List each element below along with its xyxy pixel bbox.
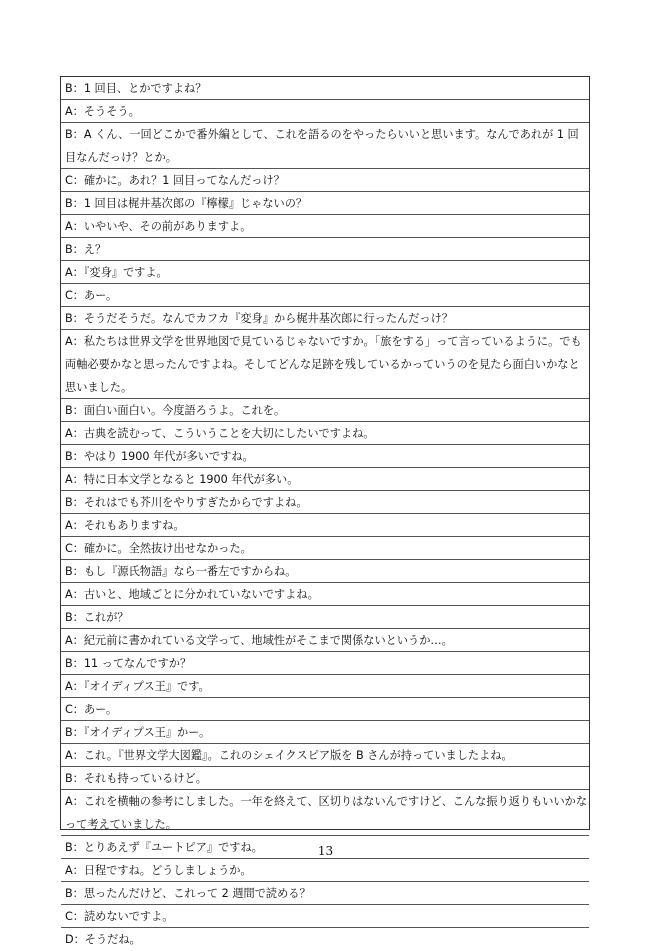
dialogue-line-text: B：これが？ xyxy=(65,611,129,624)
dialogue-line-text: B：とりあえず『ユートピア』ですね。 xyxy=(65,841,263,854)
dialogue-line-text: C：読めないですよ。 xyxy=(65,910,174,923)
dialogue-line-text: B：そうだそうだ。なんでカフカ『変身』から梶井基次郎に行ったんだっけ？ xyxy=(65,312,453,325)
dialogue-row xyxy=(61,767,589,790)
dialogue-row xyxy=(61,330,589,399)
dialogue-line-text: B：1 回目は梶井基次郎の『檸檬』じゃないの？ xyxy=(65,197,308,210)
dialogue-line-text: B：え？ xyxy=(65,243,107,256)
dialogue-line-text: A：いやいや、その前がありますよ。 xyxy=(65,220,252,233)
dialogue-row xyxy=(61,560,589,583)
dialogue-line-text: D：そうだね。 xyxy=(65,933,141,946)
dialogue-line-text: A：紀元前に書かれている文学って、地域性がそこまで関係ないというか…。 xyxy=(65,634,453,647)
dialogue-row xyxy=(61,123,589,169)
dialogue-line-text: A：これを横軸の参考にしました。一年を終えて、区切りはないんですけど、こんな振り返りもいいかなって考えていました。 xyxy=(65,795,588,831)
dialogue-line-text: C：あー。 xyxy=(65,703,118,716)
dialogue-row xyxy=(61,629,589,652)
dialogue-line-text: A：『オイディプス王』です。 xyxy=(65,680,210,693)
dialogue-row xyxy=(61,652,589,675)
dialogue-row xyxy=(61,100,589,123)
dialogue-row xyxy=(61,721,589,744)
dialogue-line-text: A：そうそう。 xyxy=(65,105,140,118)
dialogue-line-text: B：それはでも芥川をやりすぎたからですよね。 xyxy=(65,496,308,509)
dialogue-line-text: A：特に日本文学となると 1900 年代が多い。 xyxy=(65,473,299,486)
dialogue-line-text: A：古いと、地域ごとに分かれていないですよね。 xyxy=(65,588,319,601)
dialogue-line-text: A：古典を読むって、こういうことを大切にしたいですよね。 xyxy=(65,427,375,440)
dialogue-line-text: B：思ったんだけど、これって 2 週間で読める？ xyxy=(65,887,311,900)
dialogue-row xyxy=(61,77,589,100)
dialogue-line-text: A：日程ですね。どうしましょうか。 xyxy=(65,864,252,877)
dialogue-line-text: B：それも持っているけど。 xyxy=(65,772,207,785)
dialogue-row xyxy=(61,238,589,261)
dialogue-row xyxy=(61,445,589,468)
page-number: 13 xyxy=(317,844,334,858)
dialogue-row xyxy=(61,192,589,215)
dialogue-line-text: C：確かに。あれ？1 回目ってなんだっけ？ xyxy=(65,174,285,187)
dialogue-line-text: B：A くん、一回どこかで番外編として、これを語るのをやったらいいと思います。なんであれが 1 回目なんだっけ？とか。 xyxy=(65,128,579,164)
dialogue-row xyxy=(61,882,589,905)
dialogue-row xyxy=(61,399,589,422)
dialogue-row xyxy=(61,169,589,192)
dialogue-row xyxy=(61,905,589,928)
dialogue-row xyxy=(61,928,589,951)
dialogue-row xyxy=(61,284,589,307)
dialogue-line-text: C：あー。 xyxy=(65,289,118,302)
dialogue-line-text: A：これ。『世界文学大図鑑』。これのシェイクスピア版を B さんが持っていましたよね。 xyxy=(65,749,513,762)
dialogue-row xyxy=(61,468,589,491)
dialogue-row xyxy=(61,537,589,560)
dialogue-row xyxy=(61,606,589,629)
dialogue-row xyxy=(61,491,589,514)
dialogue-row xyxy=(61,583,589,606)
dialogue-row xyxy=(61,675,589,698)
dialogue-row xyxy=(61,514,589,537)
dialogue-line-text: A：『変身』ですよ。 xyxy=(65,266,168,279)
dialogue-line-text: B：11 ってなんですか？ xyxy=(65,657,192,670)
dialogue-line-text: B：もし『源氏物語』なら一番左ですからね。 xyxy=(65,565,297,578)
dialogue-row xyxy=(61,790,589,836)
dialogue-line-text: A：私たちは世界文学を世界地図で見ているじゃないですか。「旅をする」って言っているように。でも両軸必要かなと思ったんですよね。そしてどんな足跡を残しているかっていうのを見たら面白いかなと思いました。 xyxy=(65,335,582,394)
dialogue-line-text: B：1 回目、とかですよね？ xyxy=(65,82,207,95)
dialogue-row xyxy=(61,215,589,238)
dialogue-line-text: B：やはり 1900 年代が多いですね。 xyxy=(65,450,254,463)
dialogue-line-text: A：それもありますね。 xyxy=(65,519,185,532)
dialogue-line-text: C：確かに。全然抜け出せなかった。 xyxy=(65,542,252,555)
dialogue-row xyxy=(61,859,589,882)
dialogue-row xyxy=(61,261,589,284)
dialogue-row xyxy=(61,744,589,767)
dialogue-row xyxy=(61,698,589,721)
dialogue-row xyxy=(61,307,589,330)
dialogue-row xyxy=(61,422,589,445)
dialogue-line-text: B：『オイディプス王』かー。 xyxy=(65,726,211,739)
dialogue-line-text: B：面白い面白い。今度語ろうよ。これを。 xyxy=(65,404,286,417)
